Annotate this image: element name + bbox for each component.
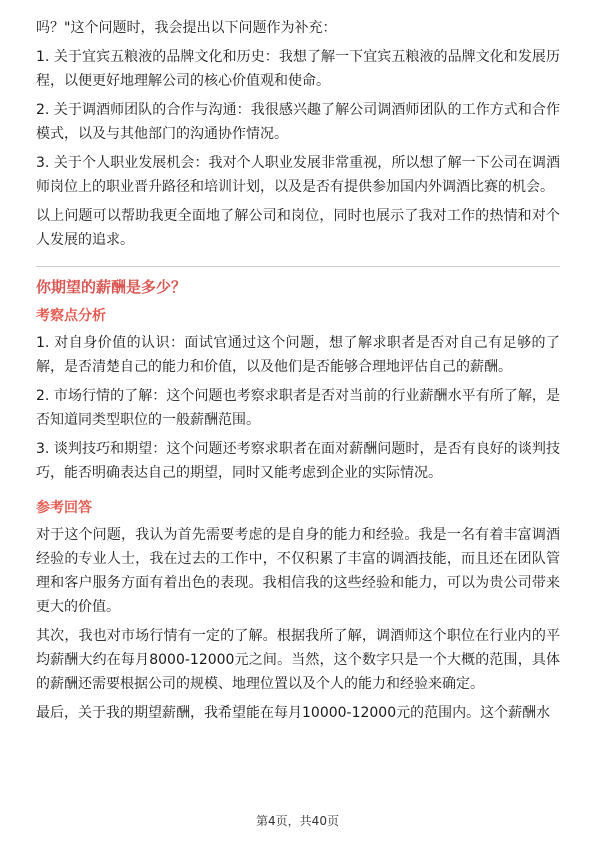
analysis-paragraph: 2. 市场行情的了解：这个问题也考察求职者是否对当前的行业薪酬水平有所了解，是否知道同类型职位的一般薪酬范围。 bbox=[36, 388, 560, 428]
paragraph: 以上问题可以帮助我更全面地了解公司和岗位，同时也展示了我对工作的热情和对个人发展的追求。 bbox=[36, 208, 560, 248]
analysis-paragraph: 3. 谈判技巧和期望：这个问题还考察求职者在面对薪酬问题时，是否有良好的谈判技巧，能否明确表达自己的期望，同时又能考虑到企业的实际情况。 bbox=[36, 441, 560, 481]
answer-paragraph: 其次，我也对市场行情有一定的了解。根据我所了解，调酒师这个职位在行业内的平均薪酬大约在每月8000-12000元之间。当然，这个数字只是一个大概的范围，具体的薪酬还需要根据公司的规模、地理位置以及个人的能力和经验来确定。 bbox=[36, 628, 560, 692]
section-divider bbox=[36, 266, 560, 267]
document-page bbox=[36, 16, 560, 730]
answer-paragraph: 最后，关于我的期望薪酬，我希望能在每月10000-12000元的范围内。这个薪酬水 bbox=[36, 705, 551, 721]
answer-paragraph: 对于这个问题，我认为首先需要考虑的是自身的能力和经验。我是一名有着丰富调酒经验的专业人士，我在过去的工作中，不仅积累了丰富的调酒技能，而且还在团队管理和客户服务方面有着出色的表现。我相信我的这些经验和能力，可以为贵公司带来更大的价值。 bbox=[36, 527, 560, 615]
answer-heading: 参考回答 bbox=[36, 500, 92, 516]
paragraph: 1. 关于宜宾五粮液的品牌文化和历史：我想了解一下宜宾五粮液的品牌文化和发展历程，以便更好地理解公司的核心价值观和使命。 bbox=[36, 49, 560, 89]
question-heading: 你期望的薪酬是多少？ bbox=[36, 278, 187, 296]
paragraph: 2. 关于调酒师团队的合作与沟通：我很感兴趣了解公司调酒师团队的工作方式和合作模式，以及与其他部门的沟通协作情况。 bbox=[36, 102, 560, 142]
paragraph: 3. 关于个人职业发展机会：我对个人职业发展非常重视，所以想了解一下公司在调酒师岗位上的职业晋升路径和培训计划，以及是否有提供参加国内外调酒比赛的机会。 bbox=[36, 155, 560, 195]
paragraph: 吗？"这个问题时，我会提出以下问题作为补充： bbox=[36, 20, 337, 36]
page-number: 第4页，共40页 bbox=[256, 814, 339, 828]
analysis-heading: 考察点分析 bbox=[36, 308, 106, 324]
analysis-paragraph: 1. 对自身价值的认识：面试官通过这个问题，想了解求职者是否对自己有足够的了解，是否清楚自己的能力和价值，以及他们是否能够合理地评估自己的薪酬。 bbox=[36, 335, 560, 375]
